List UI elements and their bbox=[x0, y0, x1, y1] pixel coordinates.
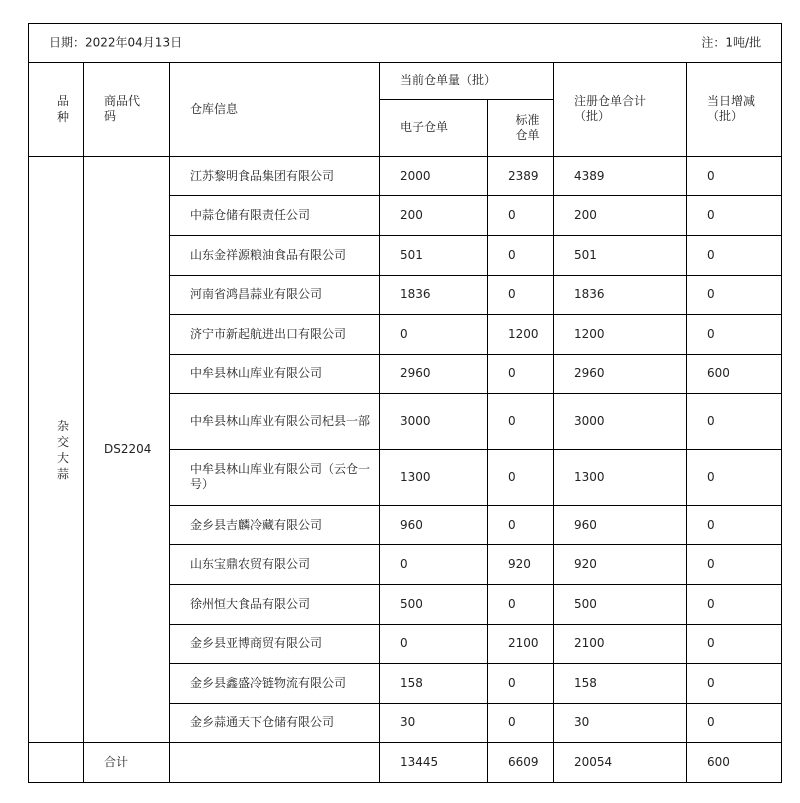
total-cell: 2100 bbox=[554, 624, 687, 664]
standard-cell: 2100 bbox=[488, 624, 554, 664]
electronic-cell: 0 bbox=[380, 624, 488, 664]
standard-cell: 0 bbox=[488, 394, 554, 450]
standard-cell: 920 bbox=[488, 545, 554, 585]
change-cell: 0 bbox=[687, 624, 782, 664]
warehouse-cell: 中牟县林山库业有限公司（云仓一号） bbox=[170, 450, 380, 506]
electronic-cell: 0 bbox=[380, 545, 488, 585]
header-daily-change: 当日增减（批） bbox=[687, 62, 782, 156]
standard-cell: 0 bbox=[488, 196, 554, 236]
total-cell: 501 bbox=[554, 236, 687, 276]
warehouse-cell: 山东宝鼎农贸有限公司 bbox=[170, 545, 380, 585]
total-cell: 1200 bbox=[554, 315, 687, 355]
total-standard: 6609 bbox=[488, 743, 554, 783]
standard-cell: 0 bbox=[488, 450, 554, 506]
warehouse-cell: 金乡县鑫盛冷链物流有限公司 bbox=[170, 664, 380, 704]
warehouse-cell: 中牟县林山库业有限公司 bbox=[170, 354, 380, 394]
date-cell bbox=[29, 24, 782, 63]
header-row-top bbox=[29, 62, 782, 100]
total-warehouse-blank bbox=[170, 743, 380, 783]
electronic-cell: 158 bbox=[380, 664, 488, 704]
warehouse-cell: 金乡蒜通天下仓储有限公司 bbox=[170, 703, 380, 743]
total-cell: 30 bbox=[554, 703, 687, 743]
standard-cell: 0 bbox=[488, 664, 554, 704]
standard-cell: 0 bbox=[488, 703, 554, 743]
standard-cell: 0 bbox=[488, 275, 554, 315]
electronic-cell: 3000 bbox=[380, 394, 488, 450]
variety-cell: 杂交大蒜 bbox=[29, 156, 84, 742]
total-cell: 920 bbox=[554, 545, 687, 585]
change-cell: 0 bbox=[687, 505, 782, 545]
change-cell: 600 bbox=[687, 354, 782, 394]
total-blank-cell bbox=[29, 743, 84, 783]
change-cell: 0 bbox=[687, 450, 782, 506]
change-cell: 0 bbox=[687, 394, 782, 450]
total-change: 600 bbox=[687, 743, 782, 783]
total-cell: 3000 bbox=[554, 394, 687, 450]
standard-cell: 2389 bbox=[488, 156, 554, 196]
electronic-cell: 2960 bbox=[380, 354, 488, 394]
warehouse-cell: 金乡县亚博商贸有限公司 bbox=[170, 624, 380, 664]
table-row bbox=[29, 156, 782, 196]
total-electronic: 13445 bbox=[380, 743, 488, 783]
header-current: 当前仓单量（批） bbox=[380, 62, 554, 100]
change-cell: 0 bbox=[687, 664, 782, 704]
total-cell: 960 bbox=[554, 505, 687, 545]
electronic-cell: 1836 bbox=[380, 275, 488, 315]
change-cell: 0 bbox=[687, 156, 782, 196]
total-cell: 200 bbox=[554, 196, 687, 236]
header-warehouse: 仓库信息 bbox=[170, 62, 380, 156]
total-cell: 2960 bbox=[554, 354, 687, 394]
unit-note: 注：1吨/批 bbox=[701, 35, 762, 50]
total-label: 合计 bbox=[84, 743, 170, 783]
warehouse-cell: 中蒜仓储有限责任公司 bbox=[170, 196, 380, 236]
standard-cell: 0 bbox=[488, 236, 554, 276]
change-cell: 0 bbox=[687, 196, 782, 236]
header-variety: 品种 bbox=[29, 62, 84, 156]
warehouse-cell: 河南省鸿昌蒜业有限公司 bbox=[170, 275, 380, 315]
warehouse-cell: 中牟县林山库业有限公司杞县一部 bbox=[170, 394, 380, 450]
electronic-cell: 200 bbox=[380, 196, 488, 236]
electronic-cell: 2000 bbox=[380, 156, 488, 196]
date-row bbox=[29, 24, 782, 63]
warehouse-cell: 山东金祥源粮油食品有限公司 bbox=[170, 236, 380, 276]
warehouse-cell: 江苏黎明食品集团有限公司 bbox=[170, 156, 380, 196]
standard-cell: 1200 bbox=[488, 315, 554, 355]
header-electronic: 电子仓单 bbox=[380, 100, 488, 157]
warehouse-cell: 金乡县吉麟冷藏有限公司 bbox=[170, 505, 380, 545]
electronic-cell: 30 bbox=[380, 703, 488, 743]
change-cell: 0 bbox=[687, 236, 782, 276]
header-registered-total: 注册仓单合计（批） bbox=[554, 62, 687, 156]
electronic-cell: 0 bbox=[380, 315, 488, 355]
standard-cell: 0 bbox=[488, 584, 554, 624]
header-code: 商品代码 bbox=[84, 62, 170, 156]
change-cell: 0 bbox=[687, 703, 782, 743]
total-cell: 4389 bbox=[554, 156, 687, 196]
total-row bbox=[29, 743, 782, 783]
change-cell: 0 bbox=[687, 584, 782, 624]
total-registered: 20054 bbox=[554, 743, 687, 783]
change-cell: 0 bbox=[687, 275, 782, 315]
total-cell: 158 bbox=[554, 664, 687, 704]
electronic-cell: 500 bbox=[380, 584, 488, 624]
warehouse-receipt-table bbox=[28, 23, 782, 783]
electronic-cell: 960 bbox=[380, 505, 488, 545]
warehouse-cell: 徐州恒大食品有限公司 bbox=[170, 584, 380, 624]
electronic-cell: 501 bbox=[380, 236, 488, 276]
warehouse-cell: 济宁市新起航进出口有限公司 bbox=[170, 315, 380, 355]
standard-cell: 0 bbox=[488, 354, 554, 394]
total-cell: 500 bbox=[554, 584, 687, 624]
date-label: 日期：2022年04月13日 bbox=[49, 35, 183, 50]
change-cell: 0 bbox=[687, 545, 782, 585]
standard-cell: 0 bbox=[488, 505, 554, 545]
header-standard: 标准仓单 bbox=[488, 100, 554, 157]
total-cell: 1300 bbox=[554, 450, 687, 506]
code-cell: DS2204 bbox=[84, 156, 170, 742]
electronic-cell: 1300 bbox=[380, 450, 488, 506]
total-cell: 1836 bbox=[554, 275, 687, 315]
change-cell: 0 bbox=[687, 315, 782, 355]
